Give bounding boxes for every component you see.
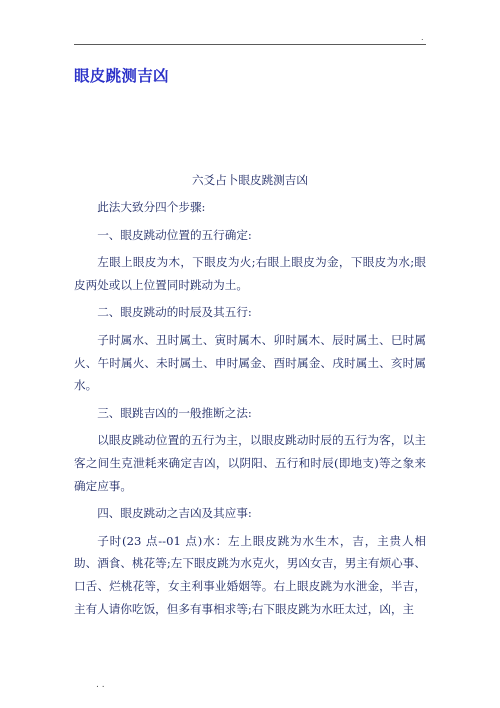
document-body [74,169,426,625]
paragraph-position-elements: 左眼上眼皮为木，下眼皮为火;右眼上眼皮为金，下眼皮为水;眼皮两处或以上位置同时跳动为土。 [74,255,426,292]
header-rule [74,44,426,45]
document-title: 眼皮跳测吉凶 [74,67,169,85]
header-corner-mark: . [421,33,424,42]
document-subtitle: 六爻占卜眼皮跳测吉凶 [192,173,308,187]
section-heading-4: 四、眼皮跳动之吉凶及其应事: [97,506,252,521]
paragraph-hour-elements: 子时属水、丑时属土、寅时属木、卯时属木、辰时属土、巳时属火、午时属火、未时属土、申时属金、酉时属金、戌时属土、亥时属水。 [74,332,426,393]
paragraph-inference-method: 以眼皮跳动位置的五行为主，以眼皮跳动时辰的五行为客，以主客之间生克泄耗来确定吉凶，以阴阳、五行和时辰(即地支)等之象来确定应事。 [74,433,426,493]
paragraph-intro: 此法大致分四个步骤: [97,200,206,215]
footer-marks: . . [96,680,105,690]
section-heading-3: 三、眼跳吉凶的一般推断之法: [97,405,252,420]
section-heading-2: 二、眼皮跳动的时辰及其五行: [97,305,252,320]
section-heading-1: 一、眼皮跳动位置的五行确定: [97,227,252,242]
paragraph-zi-hour: 子时(23 点--01 点)水：左上眼皮跳为水生木，吉，主贵人相助、酒食、桃花等;左下眼皮跳为水克火，男凶女吉，男主有烦心事、口舌、烂桃花等，女主利事业婚姻等。右上眼皮跳为水泄金，半吉，主有人请你吃饭，但多有事相求等;右下眼皮跳为水旺太过，凶，主 [74,533,426,616]
